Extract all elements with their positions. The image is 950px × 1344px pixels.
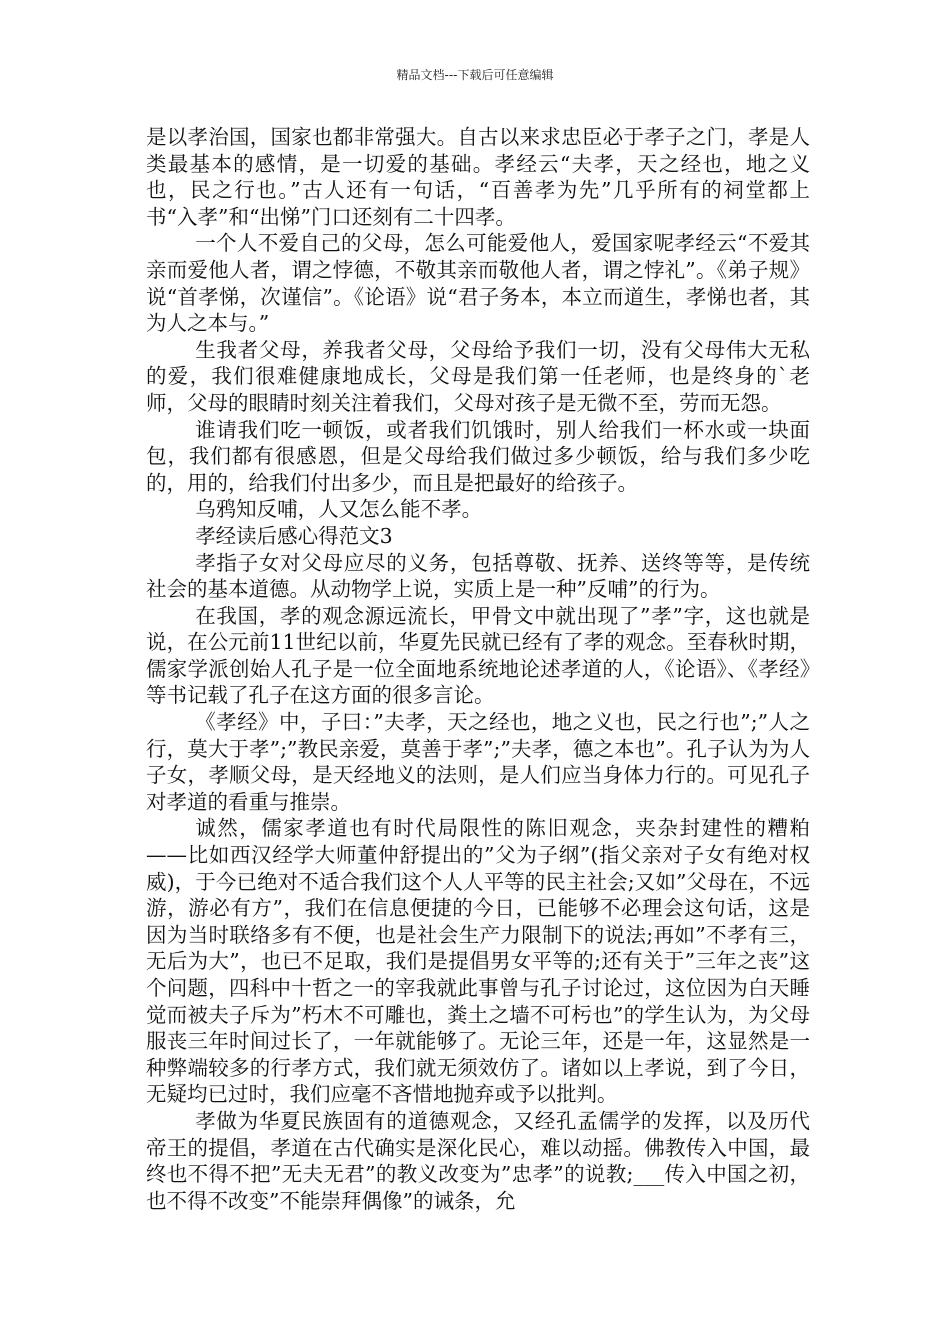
page-header: 精品文档---下载后可任意编辑 [396,68,554,82]
paragraph: 乌鸦知反哺，人又怎么能不孝。 [195,497,483,522]
paragraph: 一个人不爱自己的父母，怎么可能爱他人，爱国家呢孝经云“不爱其亲而爱他人者，谓之悖德，不敬其亲而敬他人者，谓之悖礼”。《弟子规》说“首孝悌，次谨信”。《论语》说“君子务本，本立而道生，孝悌也者，其为人之本与。” [146,231,810,336]
paragraph: 在我国，孝的观念源远流长，甲骨文中就出现了”孝”字，这也就是说，在公元前11世纪以前，华夏先民就已经有了孝的观念。至春秋时期，儒家学派创始人孔子是一位全面地系统地论述孝道的人，《论语》、《孝经》等书记载了孔子在这方面的很多言论。 [146,603,810,708]
paragraph: 生我者父母，养我者父母，父母给予我们一切，没有父母伟大无私的爱，我们很难健康地成长，父母是我们第一任老师，也是终身的`老师，父母的眼睛时刻关注着我们，父母对孩子是无微不至，劳而无怨。 [146,337,810,415]
paragraph: 孝指子女对父母应尽的义务，包括尊敬、抚养、送终等等，是传统社会的基本道德。从动物学上说，实质上是一种”反哺”的行为。 [146,550,810,602]
paragraph: 孝做为华夏民族固有的道德观念，又经孔孟儒学的发挥，以及历代帝王的提倡，孝道在古代确实是深化民心，难以动摇。佛教传入中国，最终也不得不把”无夫无君”的教义改变为”忠孝”的说教;___传入中国之初，也不得不改变”不能崇拜偶像”的诫条，允 [146,1108,810,1213]
paragraph: 《孝经》中，子曰：”夫孝，天之经也，地之义也，民之行也”;”人之行，莫大于孝”;”教民亲爱，莫善于孝”;”夫孝，德之本也”。孔子认为为人子女，孝顺父母，是天经地义的法则，是人们应当身体力行的。可见孔子对孝道的看重与推崇。 [146,710,810,814]
paragraph: 谁请我们吃一顿饭，或者我们饥饿时，别人给我们一杯水或一块面包，我们都有很感恩，但是父母给我们做过多少顿饭，给与我们多少吃的，用的，给我们付出多少，而且是把最好的给孩子。 [146,417,810,495]
section-title: 孝经读后感心得范文3 [195,523,393,548]
document-body [146,124,810,1214]
paragraph: 是以孝治国，国家也都非常强大。自古以来求忠臣必于孝子之门，孝是人类最基本的感情，是一切爱的基础。孝经云“夫孝，天之经也，地之义也，民之行也。”古人还有一句话，“百善孝为先”几乎所有的祠堂都上书“入孝”和“出悌”门口还刻有二十四孝。 [146,125,810,229]
paragraph: 诚然，儒家孝道也有时代局限性的陈旧观念，夹杂封建性的糟粕——比如西汉经学大师董仲舒提出的”父为子纲”(指父亲对子女有绝对权威)，于今已绝对不适合我们这个人人平等的民主社会;又如”父母在，不远游，游必有方”，我们在信息便捷的今日，已能够不必理会这句话，这是因为当时联络多有不便，也是社会生产力限制下的说法;再如”不孝有三，无后为大”，也已不足取，我们是提倡男女平等的;还有关于”三年之丧”这个问题，四科中十哲之一的宰我就此事曾与孔子讨论过，这位因为白天睡觉而被夫子斥为”朽木不可雕也，粪土之墙不可杇也”的学生认为，为父母服丧三年时间过长了，一年就能够了。无论三年，还是一年，这显然是一种弊端较多的行孝方式，我们就无须效仿了。诸如以上孝说，到了今日，无疑均已过时，我们应毫不吝惜地抛弃或予以批判。 [146,816,810,1107]
